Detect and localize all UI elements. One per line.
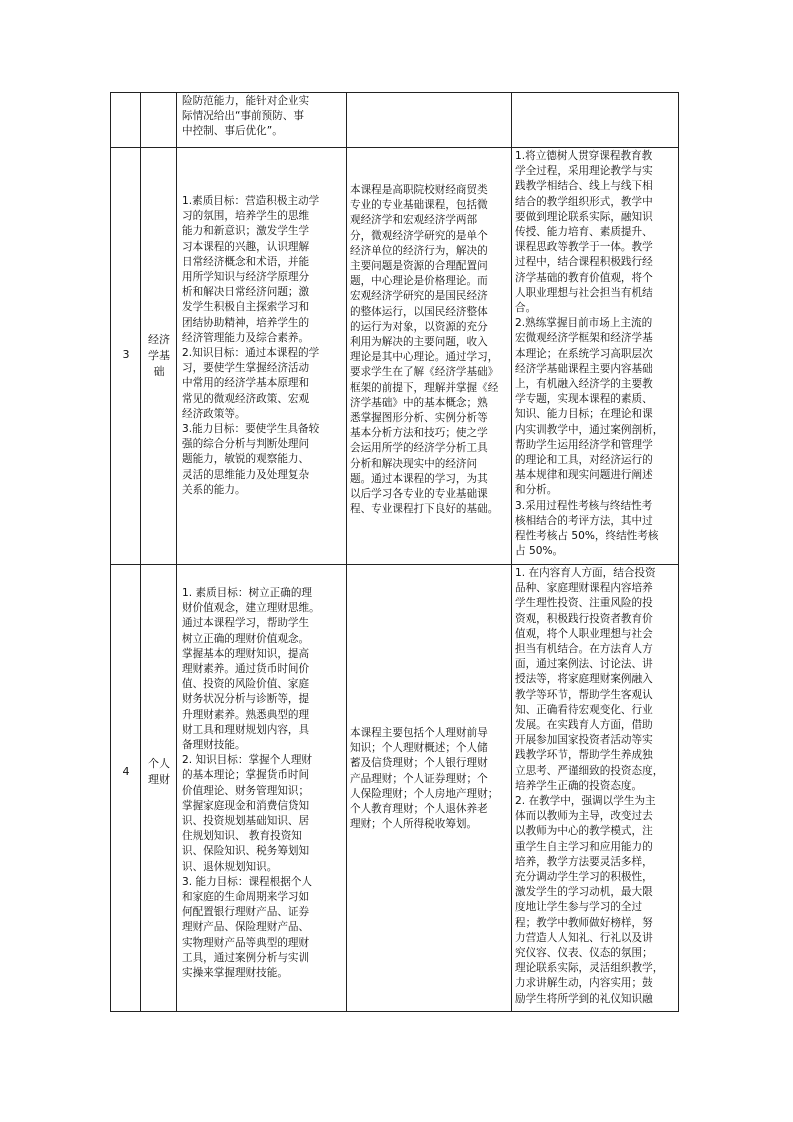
course-goals-cell: 险防范能力，能针对企业实 际情况给出“事前预防、事 中控制、事后优化”。 xyxy=(182,95,310,138)
column-divider xyxy=(511,92,512,1012)
course-name: 个人 理财 xyxy=(148,757,170,786)
course-goals-cell: 1.素质目标：营造积极主动学 习的氛围，培养学生的思维 能力和新意识；激发学生学 习本课程的兴趣，认识理解 日常经济概念和术语，并能 用所学知识与经济学原理分 析和解决日常经济问题；激 发学生积极自主探索学习和 团结协助精神，培养学生的 经济管理能力及综合素养。 2.知识目标：通过本课程的学 习，要使学生掌握经济活动 中常用的经济学基本原理和 常见的微观经济政策、宏观 经济政策等。 3.能力目标：要使学生具备较 强的综合分析与判断处理问 题能力，敏锐的观察能力、 灵活的思维能力及处理复杂 关系的能力。 xyxy=(182,195,320,496)
row-divider xyxy=(110,147,679,148)
course-requirements-cell: 1.将立德树人贯穿课程教育教 学全过程，采用理论教学与实 践教学相结合、线上与线下相 结合的教学组织形式，教学中 要做到理论联系实际，融知识 传授、能力培育、素质提升、 课程思政等教学于一体。教学 过程中，结合课程积极践行经 济学基础的教育价值观，将个 人职业理想与社会担当有机结 合。 2.熟练掌握目前市场上主流的 宏微观经济学框架和经济学基 本理论；在系统学习高职层次 经济学基础课程主要内容基础 上，有机融入经济学的主要教 学专题，实现本课程的素质、 知识、能力目标；在理论和课 内实训教学中，通过案例剖析， 帮助学生运用经济学和管理学 的理论和工具，对经济运行的 基本规律和现实问题进行阐述 和分析。 3.采用过程性考核与终结性考 核相结合的考评方法，其中过 程性考核占 50%，终结性考核 占 50%。 xyxy=(515,150,664,558)
course-goals-cell: 1. 素质目标：树立正确的理 财价值观念，建立理财思维。 通过本课程学习，帮助学生 树立正确的理财价值观念。 掌握基本的理财知识，提高 理财素养。通过货币时间价 值、投资的风险价值、家庭 财务状况分析与诊断等，提 升理财素养。熟悉典型的理 财工具和理财规划内容，具 备理财技能。 2. 知识目标：掌握个人理财 的基本理论；掌握货币时间 价值理论、财务管理知识； 掌握家庭现金和消费信贷知 识、投资规划基础知识、居 住规划知识、 教育投资知 识、保险知识、税务筹划知 识、退休规划知识。 3. 能力目标：课程根据个人 和家庭的生命周期来学习如 何配置银行理财产品、证券 理财产品、保险理财产品、 实物理财产品等典型的理财 工具，通过案例分析与实训 实操来掌握理财技能。 xyxy=(182,587,320,980)
column-divider xyxy=(140,92,141,1012)
course-content-cell: 本课程是高职院校财经商贸类 专业的专业基础课程，包括微 观经济学和宏观经济学两部 分，微观经济学研究的是单个 经济单位的经济行为，解决的 主要问题是资源的合理配置问 题，中心理论是价格理论。而 宏观经济学研究的是国民经济 的整体运行，以国民经济整体 的运行为对象，以资源的充分 利用为解决的主要问题，收入 理论是其中心理论。通过学习， 要求学生在了解《经济学基础》 框架的前提下，理解并掌握《经 济学基础》中的基本概念；熟 悉掌握图形分析、实例分析等 基本分析方法和技巧；使之学 会运用所学的经济学分析工具 分析和解决现实中的经济问 题。通过本课程的学习，为其 以后学习各专业的专业基础课 程、专业课程打下良好的基础。 xyxy=(350,184,499,516)
course-name: 经济 学基 础 xyxy=(148,333,170,378)
curriculum-table xyxy=(110,92,679,1012)
course-number: 3 xyxy=(122,348,130,361)
row-divider xyxy=(110,564,679,565)
row-divider xyxy=(110,1011,679,1012)
column-divider xyxy=(110,92,111,1012)
course-number: 4 xyxy=(122,765,130,778)
column-divider xyxy=(346,92,347,1012)
column-divider xyxy=(176,92,177,1012)
row-divider xyxy=(110,92,679,93)
course-content-cell: 本课程主要包括个人理财前导 知识；个人理财概述；个人储 蓄及信贷理财；个人银行理财 产品理财；个人证券理财；个 人保险理财；个人房地产理财； 个人教育理财；个人退休养老 理财；个人所得税收筹划。 xyxy=(350,727,499,831)
course-requirements-cell: 1. 在内容育人方面，结合投资 品种、家庭理财课程内容培养 学生理性投资、注重风险的投 资观，积极践行投资者教育价 值观，将个人职业理想与社会 担当有机结合。在方法育人方 面，通过案例法、讨论法、讲 授法等，将家庭理财案例融入 教学等环节，帮助学生客观认 知、正确看待宏观变化、行业 发展。在实践育人方面，借助 开展参加国家投资者活动等实 践教学环节，帮助学生养成独 立思考、严谨细致的投资态度， 培养学生正确的投资态度。 2. 在教学中，强调以学生为主 体而以教师为主导，改变过去 以教师为中心的教学模式，注 重学生自主学习和应用能力的 培养，教学方法要灵活多样， 充分调动学生学习的积极性， 激发学生的学习动机，最大限 度地让学生参与学习的全过 程；教学中教师做好榜样，努 力营造人人知礼、行礼以及讲 究仪容、仪表、仪态的氛围； 理论联系实际，灵活组织教学， 力求讲解生动，内容实用；鼓 励学生将所学到的礼仪知识融 xyxy=(515,567,664,1005)
column-divider xyxy=(678,92,679,1012)
